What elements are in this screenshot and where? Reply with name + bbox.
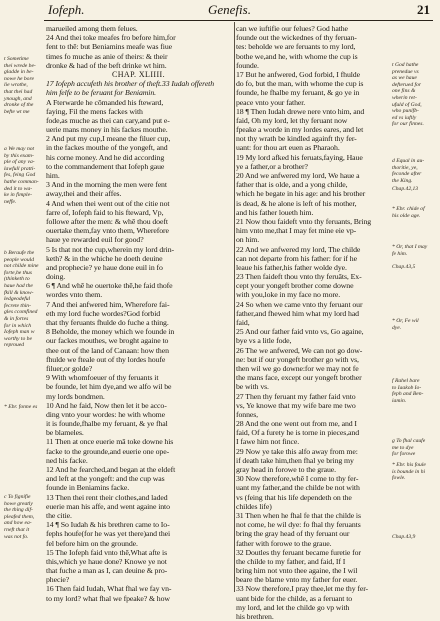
text-line: founde, he fhalbe my feruant, & go ye in [236, 88, 360, 98]
margin-note-line: and how ea- [4, 520, 32, 527]
margin-note-line: pleafed them, [4, 513, 35, 520]
margin-note-line: d Equal in au- [392, 158, 425, 164]
text-line: 9 With whomfoeuer of thy feruants it [46, 373, 159, 383]
margin-note-line: ledgeodeful [4, 296, 31, 303]
text-line: then wil we go downe:for we may not fe [236, 363, 359, 373]
margin-note-line: as we haue [392, 75, 417, 82]
margin-note-line: one fins & [392, 88, 416, 95]
margin-note-line: to Iaakob Io- [392, 384, 422, 391]
text-line: uant bide for the childe, as a feruant to [236, 593, 353, 603]
text-line: 28 And the one went out from me, and I [236, 419, 357, 429]
margin-note-line: gles ccomfined [4, 309, 38, 316]
margin-note-line: feconde after [392, 171, 422, 178]
text-line: faying, Fil the mens fackes with [46, 106, 143, 116]
text-line: 20 And we anfwered my lord, We haue a [236, 171, 360, 180]
margin-note-line: * Ebr. fonne es [4, 404, 38, 410]
text-line: 21 Now thou faideft vnto thy feruants, Bring [236, 216, 372, 226]
text-line: times fo muche as anie of theirs: & their [46, 51, 168, 61]
text-line: our fackes mouthes, we broght againe to [46, 336, 169, 346]
margin-note-line: hathe comman- [4, 178, 39, 185]
text-line: 10 And he faid, Now then let it be acco- [46, 400, 167, 410]
margin-note-line: f Rahel bare [392, 378, 420, 384]
margin-note [392, 62, 424, 128]
header-rule [44, 20, 433, 21]
column-divider [234, 22, 235, 592]
text-line: euerie man his affe, and went againe into [46, 501, 170, 511]
text-line: 7 And thei anfwered him, Wherefore fai- [46, 299, 170, 309]
text-line: 26 The we anfwered, We can not go dow- [236, 345, 363, 355]
text-line: be blameles. [46, 428, 84, 438]
text-line: 15 The Iofeph faid vnto thē,What afte is [46, 547, 167, 557]
text-line: 22 And we anfwered my lord, The childe [236, 244, 361, 254]
text-line: not come, he wil dye: fo fhal thy feruants [236, 520, 361, 530]
margin-note-line: g To fhal caufe [392, 438, 426, 444]
margin-note-line: defterued for [392, 81, 422, 88]
margin-note-line: for forowe [392, 451, 416, 458]
text-line: 2 And put my cup,I meane the filuer cup, [46, 134, 171, 144]
margin-note [392, 534, 415, 541]
text-line: eth my lord fuche wordes?God forbid [46, 308, 161, 318]
text-line: 4 And when thei went out of the citie not [46, 198, 170, 208]
text-line: 11 Then at once euerie mā toke downe his [46, 437, 174, 447]
text-line: marueiled among them felues. [46, 24, 138, 33]
text-line: 25 And our father faid vnto vs, Go againe, [236, 327, 364, 337]
text-line: uant my father,and the childe be not with [236, 483, 360, 493]
margin-note [392, 378, 423, 404]
text-line: father,and fhewed him what my lord had [236, 308, 359, 318]
text-line: keth? & in the whiche he doeth deuine [46, 253, 163, 263]
margin-note-line: fkill & know- [4, 289, 34, 296]
text-line: and left at the yongeft: and the cup was [46, 474, 165, 484]
running-head-left: Iofeph. [48, 2, 85, 17]
margin-note-line: fes, feing God [4, 172, 36, 179]
margin-note-line: t God hathe [392, 62, 419, 68]
text-column-right [236, 24, 388, 621]
text-line: 33 Now therefore,I pray thee,let me thy fer- [236, 584, 369, 594]
text-line: not thy wrath be kindled againft thy fer- [236, 134, 357, 144]
margin-note-line: a We may not [4, 146, 35, 152]
margin-note [4, 146, 39, 205]
text-line: 12 And he fearched,and began at the eldeft [46, 465, 176, 474]
text-line: 8 Beholde, the money which we founde in [46, 327, 175, 337]
margin-note-line: & in fortes [4, 315, 29, 322]
margin-note-line: iamin. [392, 397, 407, 404]
text-line: fent to thē: but Beniamins meafe was fiue [46, 42, 173, 52]
margin-note-line: thoritie, ye, [392, 164, 418, 171]
margin-note-line: howe greatly [4, 500, 33, 507]
text-line: faid, Oh my lord, let thy feruant now [236, 115, 348, 125]
text-line: farre of, Iofeph faid to his fteward, Vp, [46, 207, 164, 217]
text-line: 19 My lord afked his feruats,faying, Haue [236, 152, 363, 162]
margin-note-line: lie wrothe, [4, 82, 28, 89]
text-line: peace vnto your father. [236, 97, 306, 107]
margin-note-line: was not fo. [4, 533, 29, 540]
text-line: 23 Then faideft thou vnto thy feruāts, Ex- [236, 272, 362, 282]
text-line: 17 Iofeph accufeth his brother of theft.33 Iudah offereth [46, 79, 215, 89]
margin-note-line: ynough, and [4, 95, 32, 102]
text-line: his brethren. [236, 612, 274, 621]
margin-note-line: me to dye [392, 444, 414, 451]
margin-note-line: the thing dif- [4, 507, 33, 514]
margin-note-line: ke in fimple- [4, 192, 32, 199]
text-line: father with forowe to the graue. [236, 538, 332, 548]
text-line: founde in Beniamins facke. [46, 483, 130, 493]
margin-note-line: * Ebr. his foule [392, 462, 426, 468]
margin-note-line: prenedue vs [392, 68, 419, 75]
margin-note-line: dye. [392, 324, 402, 331]
text-line: faid, [236, 318, 250, 327]
text-line: facke to the grounde,and euerie one ope- [46, 446, 170, 456]
text-line: 24 So when we came vnto thy feruant our [236, 299, 363, 309]
text-line: to my lord? what fhal we fpeake? & how [46, 593, 170, 603]
text-line: can we iuftifie our felues? God hathe [236, 24, 348, 33]
text-line: ye a father,or a brother? [236, 161, 308, 171]
text-line: followe after the men: & whē thou doeft [46, 216, 168, 226]
text-line: the childe to my father, and faid, If I [236, 556, 346, 566]
margin-note-line: Iofeph man w [4, 329, 35, 336]
text-line: bye vs a litle fode, [236, 336, 292, 346]
text-line: do fo, but the man, with whome the cup is [236, 79, 364, 89]
margin-note-line: befte wt me [4, 108, 30, 115]
text-line: ned his facke. [46, 455, 88, 465]
margin-note-line: * Ebr. chide of [392, 206, 425, 212]
text-line: it is founde,fhalbe my feruant, & ye fhal [46, 419, 168, 429]
text-line: I fawe him not fince. [236, 437, 300, 447]
text-line: father that is olde, and a yong childe, [236, 180, 348, 190]
margin-note-line: for in which [4, 322, 32, 329]
text-line: fpeake a worde in my lordes eares, and let [236, 125, 364, 135]
margin-note [392, 206, 425, 219]
margin-note-line: wherin ret- [392, 94, 417, 101]
text-line: on him. [236, 235, 260, 245]
text-line: founde. [236, 60, 259, 70]
text-line: the mans face, except our yongeft brother [236, 373, 362, 383]
text-line: 24 And thei toke meafes fro before him,for [46, 33, 176, 43]
margin-note-line: Chap.43,9 [392, 534, 416, 540]
margin-note-line: that thei had [4, 88, 33, 95]
text-line: my lords bondmen. [46, 391, 105, 401]
margin-note [4, 494, 34, 540]
text-line: haue ye rewarded euil for good? [46, 235, 144, 245]
text-line: uerie mans money in his fackes mouthe. [46, 125, 168, 135]
margin-note-line: haue had the [4, 282, 33, 289]
text-line: doing. [46, 272, 66, 282]
text-line: 5 Is that not the cup,wherein my lord drin- [46, 244, 174, 254]
text-line: 31 Then when he fhal fe that the childe is [236, 510, 361, 520]
text-line: to the commandement that Iofeph gaue [46, 161, 165, 171]
text-line: 17 But he anfwered, God forbid, I fhulde [236, 69, 360, 79]
text-line: founde out the wickednes of thy feruan- [236, 33, 357, 43]
text-line: vs, Ye knowe that my wife bare me two [236, 400, 356, 410]
text-line: this,which ye haue done? Knowe ye not [46, 556, 167, 566]
text-line: be with vs. [236, 382, 269, 392]
margin-note-line: lawfull pratti- [4, 165, 36, 172]
text-line: with you,loke in my face no more. [236, 290, 341, 300]
text-line: childes life) [236, 501, 272, 511]
text-line: 6 ¶ And whē he ouertoke thē,he faid thofe [46, 281, 173, 291]
text-column-left [46, 24, 231, 603]
margin-note-line: t Sometime [4, 56, 29, 62]
text-line: ne: but if our yongeft brother go with vs, [236, 354, 359, 364]
margin-note-line: not childe mine [4, 263, 39, 270]
text-line: 3 And in the morning the men were fent [46, 180, 167, 190]
margin-note-line: fecrete thin- [4, 302, 31, 309]
margin-note [4, 404, 37, 411]
text-line: wordes vnto them. [46, 290, 103, 300]
margin-note [4, 250, 39, 349]
text-line: fel before him on the grounde. [46, 538, 138, 548]
text-line: the citie. [46, 510, 72, 520]
margin-note [392, 158, 424, 184]
text-line: in the fackes mouthe of the yongeft, and [46, 143, 168, 153]
margin-note-line: * Or, that I may [392, 244, 428, 250]
margin-note-line: ded it to wa- [4, 185, 33, 192]
margin-note-line: ufuld of God, [392, 101, 422, 108]
margin-note-line: feph and Ben- [392, 391, 424, 398]
text-line: away,thei and their affes. [46, 189, 122, 199]
page-number: 21 [417, 2, 430, 17]
text-line: him. [46, 171, 60, 180]
text-line: 27 Then thy feruant my father faid vnto [236, 391, 356, 401]
text-line: is dead, & he alone is left of his mother, [236, 198, 357, 208]
text-line: that thy feruants fhulde do fuche a thing. [46, 318, 169, 327]
text-line: fonnes, [236, 409, 259, 419]
text-line: 13 Then thei rent their clothes,and laded [46, 492, 168, 502]
text-line: if death take him,then fhal ye bring my [236, 455, 354, 465]
margin-note-line: for our finnes. [392, 121, 424, 128]
margin-note-line: c To fignifie [4, 494, 31, 500]
margin-note [392, 186, 418, 193]
margin-note-line: by this exam- [4, 152, 34, 159]
margin-note-line: reproued [4, 342, 25, 349]
text-line: faid, Of a furety he is torne in pieces,and [236, 428, 360, 438]
margin-note-line: Chap.43,5 [392, 264, 416, 270]
text-line: and his father loueth him. [236, 207, 314, 217]
margin-note-line: Chap.42,13 [392, 186, 419, 192]
margin-note [392, 244, 427, 257]
margin-note-line: gladde in be- [4, 69, 34, 76]
text-line: dronke & had of the beft drinke wt him. [46, 60, 167, 70]
text-line: bring him not vnto thee againe, the I wil [236, 566, 358, 576]
margin-note-line: people would [4, 256, 34, 263]
running-head-center: Genefis. [208, 2, 251, 17]
margin-note-line: neffe. [4, 198, 17, 205]
text-line: 14 ¶ So Iudah & his brethren came to Io- [46, 520, 170, 530]
text-line: gray head in forowe to the graue. [236, 465, 336, 474]
margin-note-line: worthy to be [4, 335, 32, 342]
text-line: 32 Doutles thy feruant became furetie for [236, 547, 361, 557]
text-line: thee out of the land of Canaan: how then [46, 345, 169, 355]
margin-note-line: who punifb- [392, 108, 419, 115]
text-line: 16 Then faid Iudah, What fhal we fay vn- [46, 584, 172, 594]
text-line: fhulde we fteale out of thy lordes houfe [46, 354, 166, 364]
margin-note-line: rneft that it [4, 526, 30, 533]
text-line: which he begate in his age: and his brother [236, 189, 366, 199]
margin-note [392, 264, 415, 271]
margin-note-line: is bounde in hi [392, 468, 426, 475]
text-line: leaue his father,his father wolde dye. [236, 262, 347, 272]
margin-note-line: ed vs iuftly [392, 114, 417, 121]
text-line: be founde, let him dye,and we alfo wil be [46, 382, 172, 392]
margin-note-line: fe him. [392, 250, 408, 257]
text-line: him vnto me,that I may fet mine eie vp- [236, 226, 357, 236]
text-line: 18 ¶ Then Iudah drewe nere vnto him, and [236, 106, 365, 116]
text-line: vs (feing that his life dependeth on the [236, 492, 352, 502]
margin-note-line: b Beraufe the [4, 250, 35, 256]
text-line: bothe we,and he, with whome the cup is [236, 51, 358, 61]
text-line: fephs houfe(for he was yet there)and thei [46, 529, 171, 539]
margin-note-line: * Or, Fe wil [392, 318, 419, 324]
text-line: beare the blame vnto my father for euer. [236, 575, 358, 585]
text-line: cept your yongeft brother come downe [236, 281, 354, 291]
margin-note-line: nowe he bore [4, 75, 34, 82]
margin-note-line: dronke of the [4, 102, 34, 109]
margin-note-line: ple of any va- [4, 159, 35, 166]
text-line: that fuche a man as I, can deuine & pro- [46, 566, 168, 576]
text-line: filuer,or golde? [46, 363, 93, 373]
text-line: phecie? [46, 575, 70, 585]
text-line: ding vnto your wordes: he with whome [46, 409, 165, 419]
margin-note [392, 318, 419, 331]
text-line: him felfe to be feruant for Beniamin. [46, 88, 156, 98]
margin-note-line: forte,he thus [4, 269, 32, 276]
margin-note-line: fowle. [392, 475, 406, 482]
margin-note-line: his olde age. [392, 212, 421, 219]
text-line: uant: for thou art euen as Pharaoh. [236, 143, 340, 153]
text-line: my lord, and let the childe go vp with [236, 602, 350, 612]
margin-note [392, 462, 426, 482]
text-line: and prophecie? ye haue done euil in fo [46, 262, 163, 272]
text-line: can not departe from his father: for if he [236, 253, 357, 263]
text-line: 30 Now therefore,whē I come to thy fer- [236, 474, 359, 484]
text-line: his corne money. And he did according [46, 152, 165, 162]
text-line: tes: beholde we are feruants to my lord, [236, 42, 356, 52]
text-line: fode,as muche as thei can cary,and put e- [46, 115, 170, 125]
margin-note [392, 438, 425, 458]
text-line: ouertake them,fay vnto them, Wherefore [46, 226, 169, 236]
margin-note [4, 56, 36, 115]
margin-note-line: the King. [392, 177, 413, 184]
text-line: A Fterwarde he cōmanded his fteward, [46, 97, 164, 107]
margin-note-line: (thinketh to [4, 276, 30, 283]
margin-note-line: thei wrede be- [4, 62, 36, 69]
text-line: 29 Now ye take this alfo away from me: [236, 446, 358, 456]
text-line: CHAP. XLIIII. [112, 69, 165, 79]
text-line: bring the gray head of thy feruant our [236, 529, 350, 539]
